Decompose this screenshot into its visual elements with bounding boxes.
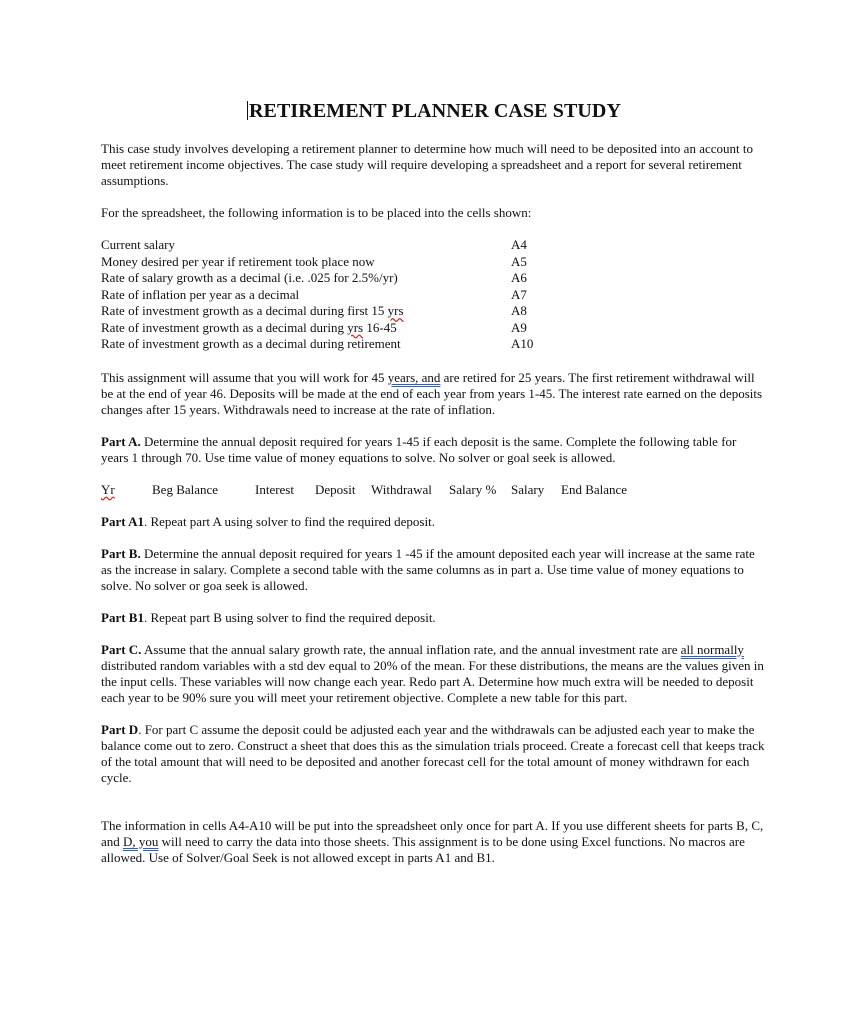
part-c-paragraph: Part C. Assume that the annual salary growth rate, the annual inflation rate, and the annual investment rate are all normally distributed random variables with a std dev equal to 20% of the mean. For these distributions, the means are the values given in the input cells. These variables will now change each year. Redo part A. Determine how much extra will be needed to deposit each year to be 90% sure you will meet your retirement objective. Complete a new table for this part. <box>101 641 764 705</box>
column-end-balance: End Balance <box>561 481 628 497</box>
part-c-label: Part C. <box>101 641 142 657</box>
part-d-label: Part D <box>101 721 139 737</box>
spreadsheet-intro: For the spreadsheet, the following information is to be placed into the cells shown: <box>101 205 532 220</box>
column-salary: Salary <box>511 481 545 497</box>
column-yr: Yr <box>101 481 115 497</box>
intro-paragraph: This case study involves developing a retirement planner to determine how much will need to be deposited into an account to meet retirement income objectives. The case study will require developing a spreadsheet and a report for several retirement assumptions. <box>101 141 753 188</box>
grammar-mark: years, and <box>387 369 441 385</box>
spelling-mark: yrs <box>387 303 404 318</box>
part-a-paragraph: Part A. Determine the annual deposit required for years 1-45 if each deposit is the same. Complete the following table for years 1 through 70. Use time value of money equations to solve. No solver or goal seek is allowed. <box>101 433 737 465</box>
document-title: RETIREMENT PLANNER CASE STUDY <box>248 100 622 122</box>
part-a1-paragraph: Part A1. Repeat part A using solver to find the required deposit. <box>101 513 435 529</box>
column-deposit: Deposit <box>315 481 356 497</box>
column-withdrawal: Withdrawal <box>371 481 432 497</box>
column-beg-balance: Beg Balance <box>152 481 219 497</box>
grammar-mark: D, you <box>123 833 159 849</box>
cell-row: Rate of investment growth as a decimal during retirement A10 <box>101 336 534 351</box>
grammar-mark: all normally <box>680 641 744 657</box>
table-columns-line <box>101 482 767 498</box>
part-b-paragraph: Part B. Determine the annual deposit required for years 1 -45 if the amount deposited each year will increase at the same rate as the increase in salary. Complete a second table with the same columns as in part a. Use time value of money equations to solve. No solver or goa seek is allowed. <box>101 545 755 593</box>
document-page <box>101 100 767 882</box>
spelling-mark: yrs <box>347 319 364 335</box>
cell-row: Money desired per year if retirement took place now A5 <box>101 253 527 269</box>
cell-row: Rate of salary growth as a decimal (i.e. .025 for 2.5%/yr) A6 <box>101 270 527 285</box>
column-interest: Interest <box>255 481 294 497</box>
cell-row: Current salary A4 <box>101 237 527 252</box>
column-salary-pct: Salary % <box>449 481 497 497</box>
part-b1-paragraph: Part B1. Repeat part B using solver to find the required deposit. <box>101 609 436 625</box>
part-b1-label: Part B1 <box>101 609 144 625</box>
cell-row: Rate of investment growth as a decimal during yrs 16-45 A9 <box>101 319 527 335</box>
cell-row: Rate of investment growth as a decimal during first 15 yrs A8 <box>101 303 527 318</box>
closing-paragraph: The information in cells A4-A10 will be put into the spreadsheet only once for part A. If you use different sheets for parts B, C, and D, you will need to carry the data into those sheets. This assignment is to be done using Excel functions. No macros are allowed. Use of Solver/Goal Seek is not allowed except in parts A1 and B1. <box>101 817 764 865</box>
part-a1-label: Part A1 <box>101 513 144 529</box>
cell-assignment-list <box>101 237 767 353</box>
cell-row: Rate of inflation per year as a decimal A7 <box>101 286 527 302</box>
part-a-label: Part A. <box>101 433 141 449</box>
part-d-paragraph: Part D. For part C assume the deposit could be adjusted each year and the withdrawals can be adjusted each year to make the balance come out to zero. Construct a sheet that does this as the simulation trials proceed. Create a forecast cell that keeps track of the total amount that will need to be deposited and another forecast cell for the total amount of money withdrawn for each cycle. <box>101 721 765 785</box>
part-b-label: Part B. <box>101 545 141 561</box>
text-cursor <box>247 101 248 120</box>
assumptions-paragraph: This assignment will assume that you will work for 45 years, and are retired for 25 years. The first retirement withdrawal will be at the end of year 46. Deposits will be made at the end of each year from years 1-45. The interest rate earned on the deposits changes after 15 years. Withdrawals need to increase at the rate of inflation. <box>101 369 763 417</box>
